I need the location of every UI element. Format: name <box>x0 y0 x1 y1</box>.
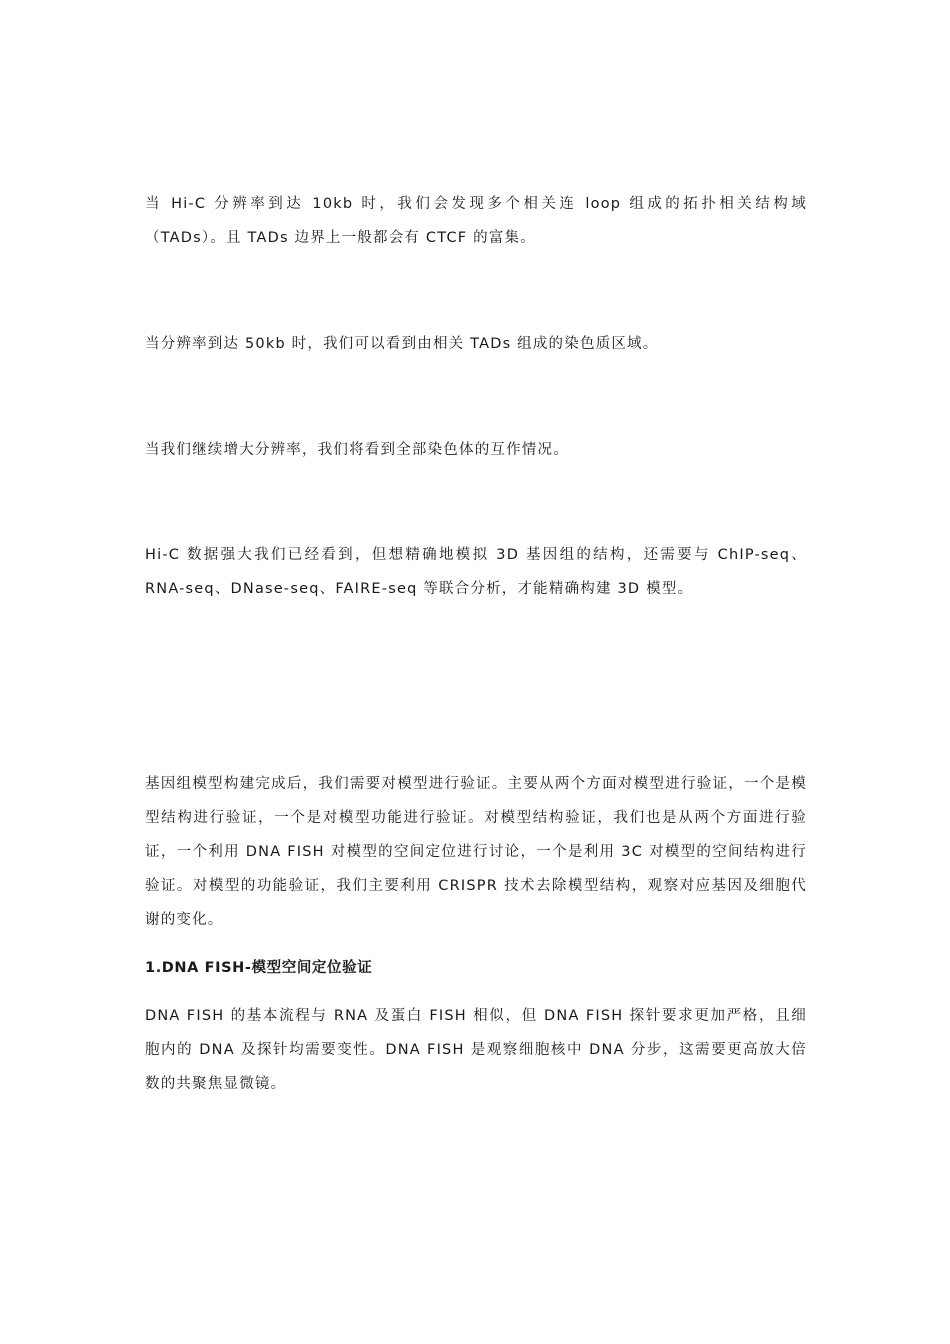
paragraph-chromosome-interaction: 当我们继续增大分辨率，我们将看到全部染色体的互作情况。 <box>145 442 569 458</box>
paragraph-dna-fish-process: DNA FISH 的基本流程与 RNA 及蛋白 FISH 相似，但 DNA FISH 探针要求更加严格，且细胞内的 DNA 及探针均需要变性。DNA FISH 是观察细胞核中 DNA 分步，这需要更高放大倍数的共聚焦显微镜。 <box>145 1008 807 1092</box>
paragraph-hic-10kb-tads: 当 Hi-C 分辨率到达 10kb 时，我们会发现多个相关连 loop 组成的拓扑相关结构域（TADs）。且 TADs 边界上一般都会有 CTCF 的富集。 <box>145 196 807 246</box>
paragraph-hic-50kb: 当分辨率到达 50kb 时，我们可以看到由相关 TADs 组成的染色质区域。 <box>145 336 659 352</box>
paragraph-3d-model-analysis: Hi-C 数据强大我们已经看到，但想精确地模拟 3D 基因组的结构，还需要与 ChIP-seq、RNA-seq、DNase-seq、FAIRE-seq 等联合分析，才能精确构建 3D 模型。 <box>145 547 807 597</box>
section-heading-dna-fish: 1.DNA FISH-模型空间定位验证 <box>145 960 373 976</box>
paragraph-model-validation: 基因组模型构建完成后，我们需要对模型进行验证。主要从两个方面对模型进行验证，一个是模型结构进行验证，一个是对模型功能进行验证。对模型结构验证，我们也是从两个方面进行验证，一个利用 DNA FISH 对模型的空间定位进行讨论，一个是利用 3C 对模型的空间结构进行验证。对模型的功能验证，我们主要利用 CRISPR 技术去除模型结构，观察对应基因及细胞代谢的变化。 <box>145 776 807 928</box>
